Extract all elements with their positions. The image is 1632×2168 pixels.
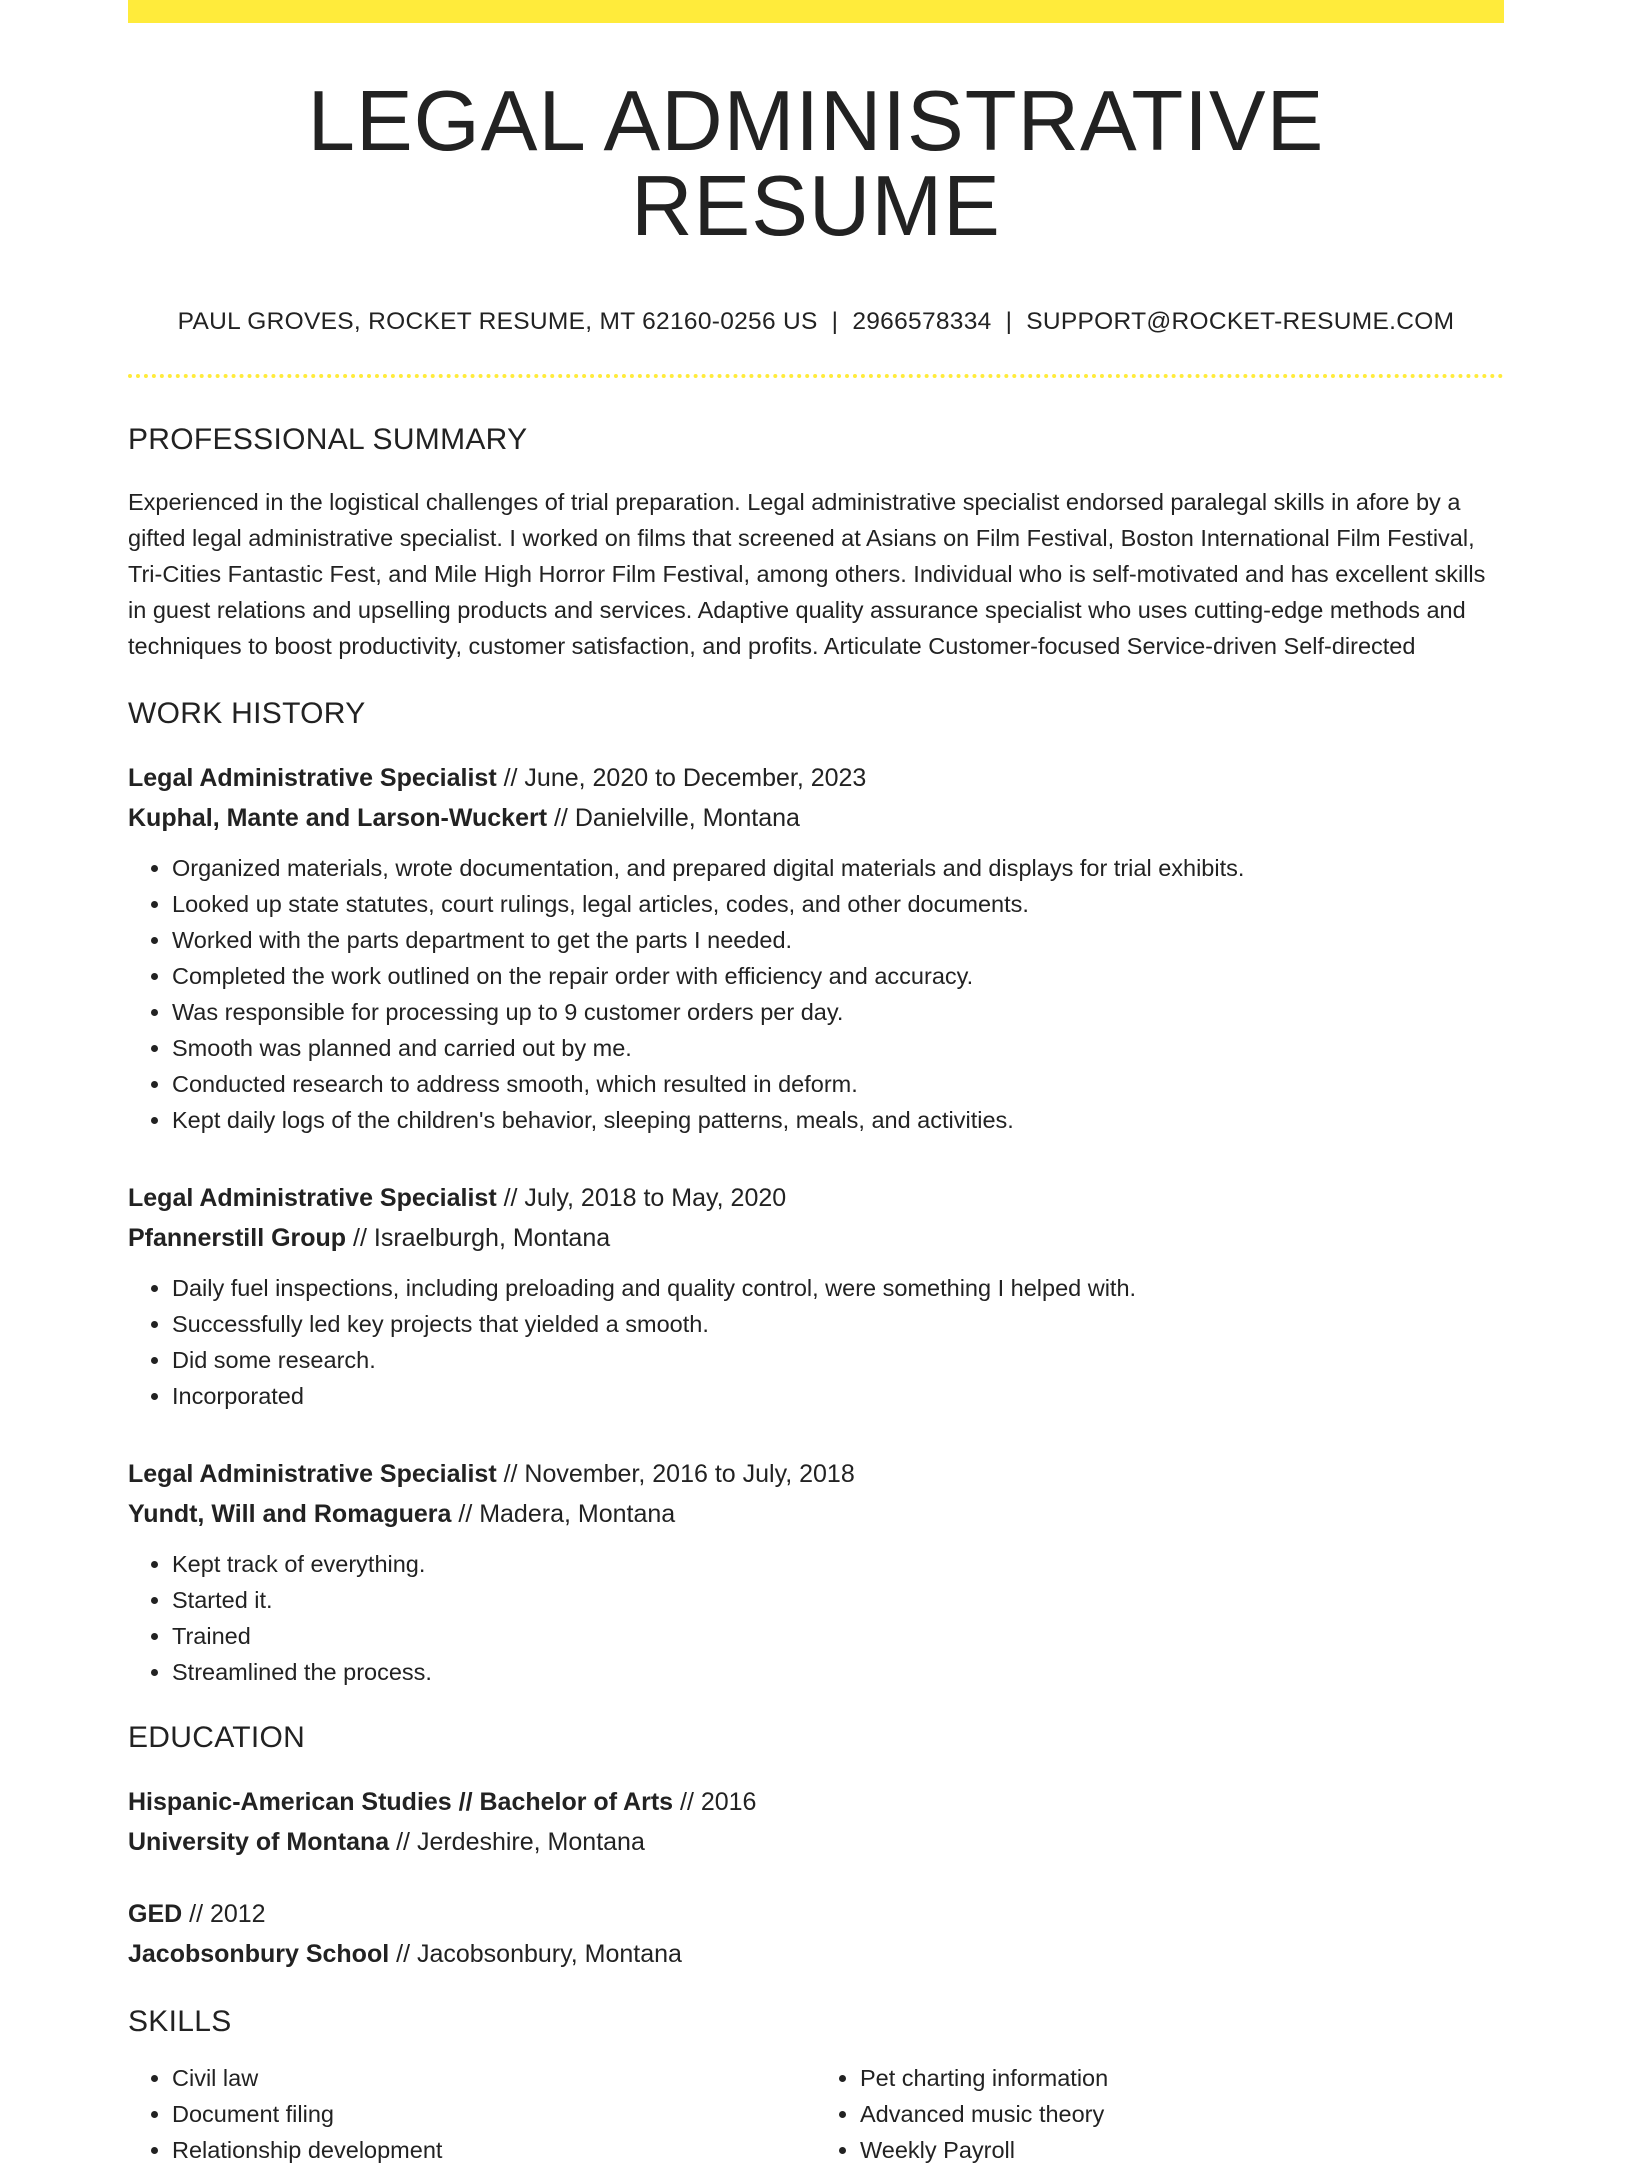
skill-item: • Civil law [172, 2060, 816, 2096]
job-location: // Madera, Montana [451, 1500, 676, 1529]
education-heading: EDUCATION [128, 1721, 306, 1755]
degree-line [128, 1782, 1504, 1822]
job-title: Legal Administrative Specialist [128, 1184, 497, 1213]
resume-page [128, 0, 1504, 2168]
job-company: Yundt, Will and Romaguera [128, 1500, 452, 1529]
job-company-line [128, 798, 1504, 838]
list-item: • Successfully led key projects that yielded a smooth. [172, 1306, 1504, 1342]
school-location: // Jerdeshire, Montana [389, 1828, 645, 1857]
skill-item: • Relationship development [172, 2132, 816, 2168]
education-entry [128, 1782, 1504, 1862]
job-dates: // November, 2016 to July, 2018 [496, 1460, 855, 1489]
job-bullets [128, 1546, 1504, 1690]
job-company: Pfannerstill Group [128, 1224, 347, 1253]
list-item: • Organized materials, wrote documentation, and prepared digital materials and displays for trial exhibits. [172, 850, 1504, 886]
list-item: • Daily fuel inspections, including preloading and quality control, were something I helped with. [172, 1270, 1504, 1306]
work-history-heading: WORK HISTORY [128, 697, 366, 731]
job-title-line [128, 1454, 1504, 1494]
contact-email: SUPPORT@ROCKET-RESUME.COM [1026, 308, 1455, 335]
job-company-line [128, 1494, 1504, 1534]
job-entry [128, 758, 1504, 1138]
list-item: • Smooth was planned and carried out by me. [172, 1030, 1504, 1066]
list-item: • Streamlined the process. [172, 1654, 1504, 1690]
skills-left-list [128, 2060, 816, 2168]
list-item: • Worked with the parts department to get the parts I needed. [172, 922, 1504, 958]
skills-columns [128, 2060, 1504, 2168]
job-company: Kuphal, Mante and Larson-Wuckert [128, 804, 548, 833]
job-entry [128, 1454, 1504, 1690]
school-line [128, 1934, 1504, 1974]
contact-separator: | [831, 308, 839, 335]
skill-item: • Pet charting information [860, 2060, 1504, 2096]
job-title-line [128, 758, 1504, 798]
list-item: • Completed the work outlined on the repair order with efficiency and accuracy. [172, 958, 1504, 994]
job-location: // Israelburgh, Montana [346, 1224, 611, 1253]
list-item: • Incorporated [172, 1378, 1504, 1414]
degree-year: // 2016 [673, 1788, 757, 1817]
job-company-line [128, 1218, 1504, 1258]
skills-heading: SKILLS [128, 2005, 232, 2039]
accent-bar [128, 0, 1504, 23]
job-location: // Danielville, Montana [547, 804, 800, 833]
job-entry [128, 1178, 1504, 1414]
skill-item: • Document filing [172, 2096, 816, 2132]
dotted-divider [128, 374, 1504, 378]
list-item: • Looked up state statutes, court rulings, legal articles, codes, and other documents. [172, 886, 1504, 922]
school-line [128, 1822, 1504, 1862]
summary-section [128, 422, 1504, 664]
contact-address: PAUL GROVES, ROCKET RESUME, MT 62160-0256 US [177, 308, 818, 335]
job-title-line [128, 1178, 1504, 1218]
degree: Hispanic-American Studies // Bachelor of Arts [128, 1788, 674, 1817]
job-bullets [128, 850, 1504, 1138]
job-bullets [128, 1270, 1504, 1414]
list-item: • Kept track of everything. [172, 1546, 1504, 1582]
degree-year: // 2012 [182, 1900, 266, 1929]
job-title: Legal Administrative Specialist [128, 1460, 497, 1489]
summary-heading: PROFESSIONAL SUMMARY [128, 423, 528, 457]
work-history-section [128, 696, 1504, 1690]
list-item: • Kept daily logs of the children's behavior, sleeping patterns, meals, and activities. [172, 1102, 1504, 1138]
school-name: University of Montana [128, 1828, 390, 1857]
list-item: • Trained [172, 1618, 1504, 1654]
skills-right-list [816, 2060, 1504, 2168]
job-dates: // July, 2018 to May, 2020 [496, 1184, 787, 1213]
school-name: Jacobsonbury School [128, 1940, 390, 1969]
job-title: Legal Administrative Specialist [128, 764, 497, 793]
contact-separator: | [1005, 308, 1013, 335]
list-item: • Conducted research to address smooth, which resulted in deform. [172, 1066, 1504, 1102]
list-item: • Did some research. [172, 1342, 1504, 1378]
contact-line [128, 307, 1504, 336]
school-location: // Jacobsonbury, Montana [389, 1940, 682, 1969]
education-section [128, 1720, 1504, 1974]
skills-section [128, 2004, 1504, 2168]
summary-text: Experienced in the logistical challenges of trial preparation. Legal administrative specialist endorsed paralegal skills in afore by a gifted legal administrative specialist. I worked on films that screened at Asians on Film Festival, Boston International Film Festival, Tri-Cities Fantastic Fest, and Mile High Horror Film Festival, among others. Individual who is self-motivated and has excellent skills in guest relations and upselling products and services. Adaptive quality assurance specialist who uses cutting-edge methods and techniques to boost productivity, customer satisfaction, and profits. Articulate Customer-focused Service-driven Self-directed [128, 489, 1486, 660]
list-item: • Was responsible for processing up to 9 customer orders per day. [172, 994, 1504, 1030]
degree-line [128, 1894, 1504, 1934]
education-entry [128, 1894, 1504, 1974]
degree: GED [128, 1900, 183, 1929]
skill-item: • Advanced music theory [860, 2096, 1504, 2132]
job-dates: // June, 2020 to December, 2023 [496, 764, 867, 793]
skill-item: • Weekly Payroll [860, 2132, 1504, 2168]
page-title: LEGAL ADMINISTRATIVE RESUME [307, 74, 1325, 254]
contact-phone: 2966578334 [852, 308, 992, 335]
list-item: • Started it. [172, 1582, 1504, 1618]
